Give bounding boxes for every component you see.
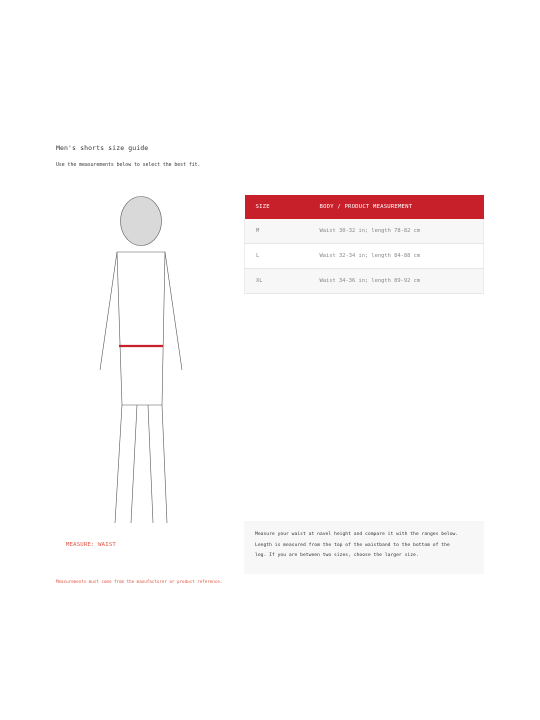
cell-measurement: Waist 32-34 in; length 84-88 cm (309, 244, 484, 269)
table-header-row (245, 195, 484, 219)
page-title: Men's shorts size guide (56, 144, 149, 152)
figure-left-leg-inner (131, 405, 137, 523)
cell-size: XL (245, 269, 309, 294)
figure-left-leg-outer (115, 405, 122, 523)
body-figure (96, 194, 188, 529)
measure-label: MEASURE: WAIST (66, 542, 116, 548)
cell-measurement: Waist 34-36 in; length 89-92 cm (309, 269, 484, 294)
instructions-line: Measure your waist at navel height and compare it with the ranges below. (255, 532, 459, 537)
figure-right-leg-outer (162, 405, 167, 523)
figure-right-leg-inner (148, 405, 153, 523)
instructions-line: leg. If you are between two sizes, choose the larger size. (255, 553, 419, 558)
table-row (245, 269, 484, 294)
cell-measurement: Waist 30-32 in; length 78-82 cm (309, 219, 484, 244)
table-row (245, 219, 484, 244)
figure-head (121, 197, 162, 246)
body-figure-drawing (96, 194, 188, 529)
figure-torso-outline (117, 252, 165, 405)
instructions-box (244, 521, 484, 574)
page-subtitle: Use the measurements below to select the best fit. (56, 163, 201, 168)
header-measurement: BODY / PRODUCT MEASUREMENT (309, 195, 484, 219)
size-table (244, 195, 484, 294)
footer-note: Measurements must come from the manufacturer or product reference. (56, 579, 223, 584)
figure-right-arm (165, 252, 182, 370)
figure-left-arm (100, 252, 117, 370)
table-row (245, 244, 484, 269)
cell-size: M (245, 219, 309, 244)
cell-size: L (245, 244, 309, 269)
instructions-line: Length is measured from the top of the waistband to the bottom of the (255, 542, 450, 548)
header-size: SIZE (245, 195, 309, 219)
